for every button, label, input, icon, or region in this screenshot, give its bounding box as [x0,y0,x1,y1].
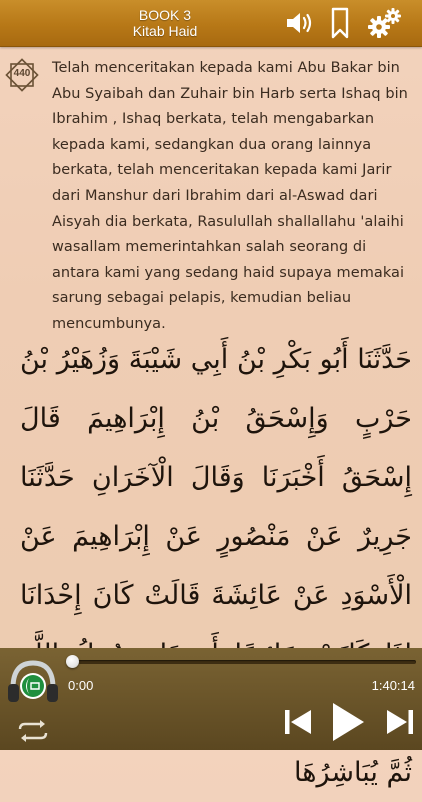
gears-icon[interactable] [366,6,404,40]
hadith-number: 440 [13,68,31,79]
progress-track[interactable] [72,660,416,664]
header-bar [0,0,422,47]
current-time: 0:00 [68,678,94,693]
arabic-text: حَدَّثَنَا أَبُو بَكْرِ بْنُ أَبِي شَيْبَةَ وَزُهَيْرُ بْنُ حَرْبٍ وَإِسْحَقُ بْنُ إِبْرَاهِيمَ قَالَ إِسْحَقُ أَخْبَرَنَا وَقَالَ الْآخَرَانِ حَدَّثَنَا جَرِيرٌ عَنْ مَنْصُورٍ عَنْ إِبْرَاهِيمَ عَنْ الْأَسْوَدِ عَنْ عَائِشَةَ قَالَتْ كَانَ إِحْدَانَا ثُمَّ يُبَاشِرُهَا [20,344,412,788]
next-icon[interactable] [385,708,415,736]
audio-player [0,648,422,750]
bookmark-icon[interactable] [326,6,354,40]
book-title: BOOK 3 [138,7,192,23]
repeat-icon[interactable] [16,718,50,744]
hadith-number-badge [4,57,40,93]
previous-icon[interactable] [283,708,313,736]
duration: 1:40:14 [371,678,415,693]
chapter-title: Kitab Haid [132,23,198,39]
play-icon[interactable] [330,701,366,743]
speaker-icon[interactable] [283,6,317,40]
headphones-icon [5,654,61,710]
indonesian-translation: Telah menceritakan kepada kami Abu Bakar bin Abu Syaibah dan Zuhair bin Harb serta Ishaq bin Ibrahim , Ishaq berkata, telah mengabarkan kepada kami, sedangkan dua orang lainnya berkata, telah menceritakan kepada kami Jarir dari Manshur dari Ibrahim dari al-Aswad dari Aisyah dia berkata, Rasulullah shallallahu 'alaihi wasallam memerintahkan salah seorang di antara kami yang sedang haid supaya memakai sarung sebagai pelapis, kemudian beliau mencumbunya. [52,60,408,332]
progress-handle[interactable] [66,655,79,668]
